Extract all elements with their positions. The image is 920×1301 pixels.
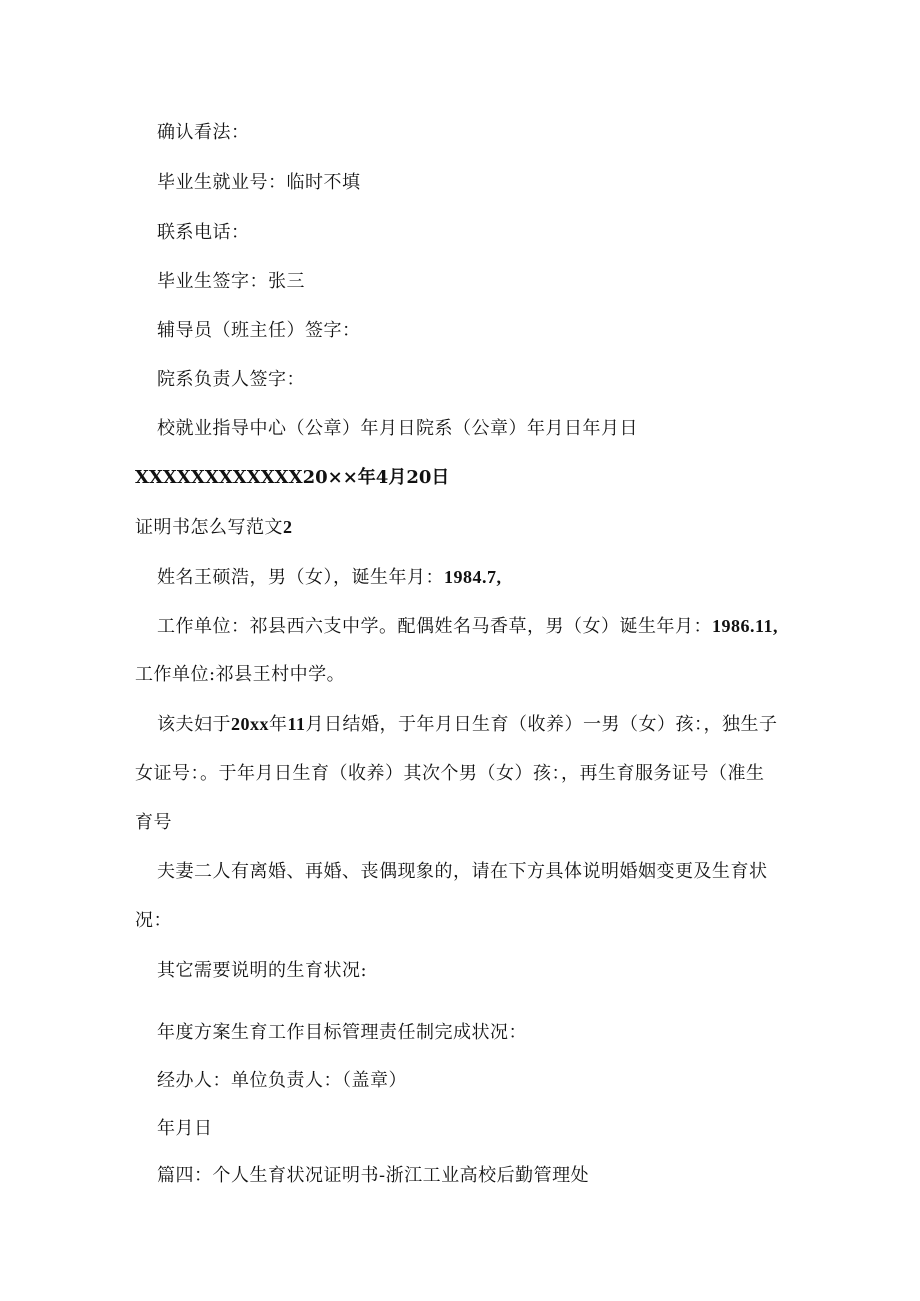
other-birth-status-label: 其它需要说明的生育状况: — [157, 960, 368, 981]
divorce-remarriage-line: 夫妻二人有离婚、再婚、丧偶现象的，请在下方具体说明婚姻变更及生育状 — [157, 861, 768, 882]
marriage-text-a: 该夫妇于 — [157, 714, 231, 735]
work-unit-spouse-text: 工作单位：祁县西六支中学。配偶姓名马香草，男（女）诞生年月： — [157, 616, 712, 637]
confirm-opinion-label: 确认看法： — [157, 122, 250, 143]
section-heading-text: 证明书怎么写范文 — [135, 517, 283, 538]
department-head-signature-label: 院系负责人签字： — [157, 369, 305, 390]
seal-dates-line: 校就业指导中心（公章）年月日院系（公章）年月日年月日 — [157, 418, 638, 439]
counselor-signature-label: 辅导员（班主任）签字： — [157, 320, 361, 341]
marriage-birth-line — [157, 713, 778, 736]
marriage-text-e: 月日结婚，于年月日生育（收养）一男（女）孩：，独生子 — [305, 714, 778, 735]
name-birth-line — [157, 566, 502, 589]
chapter-four-heading: 篇四：个人生育状况证明书-浙江工业高校后勤管理处 — [157, 1165, 590, 1186]
status-continuation-line: 况： — [135, 910, 172, 931]
employment-number-line: 毕业生就业号：临时不填 — [157, 172, 361, 193]
work-unit-spouse-line — [157, 615, 778, 638]
handler-signature-line: 经办人：单位负责人：（盖章） — [157, 1070, 407, 1091]
graduate-signature-line: 毕业生签字：张三 — [157, 271, 305, 292]
marriage-year: 20xx — [231, 714, 269, 734]
contact-phone-label: 联系电话： — [157, 222, 250, 243]
spouse-birth-date-value: 1986.11, — [712, 616, 779, 636]
date-placeholder-line: 年月日 — [157, 1118, 213, 1139]
marriage-month: 11 — [287, 714, 306, 734]
spouse-work-unit-line: 工作单位:祁县王村中学。 — [135, 664, 346, 685]
annual-plan-target-label: 年度方案生育工作目标管理责任制完成状况： — [157, 1022, 527, 1043]
birth-date-value: 1984.7, — [444, 567, 502, 587]
placeholder-date-line: XXXXXXXXXXXX20××年4月20日 — [135, 467, 450, 488]
section-heading-sample-2 — [135, 516, 293, 539]
only-child-cert-line: 女证号：。于年月日生育（收养）其次个男（女）孩：，再生育服务证号（准生 — [135, 763, 765, 784]
name-birth-text: 姓名王硕浩，男（女），诞生年月： — [157, 567, 444, 588]
birth-permit-line: 育号 — [135, 812, 172, 833]
section-heading-number: 2 — [283, 517, 293, 537]
marriage-text-c: 年 — [269, 714, 288, 735]
